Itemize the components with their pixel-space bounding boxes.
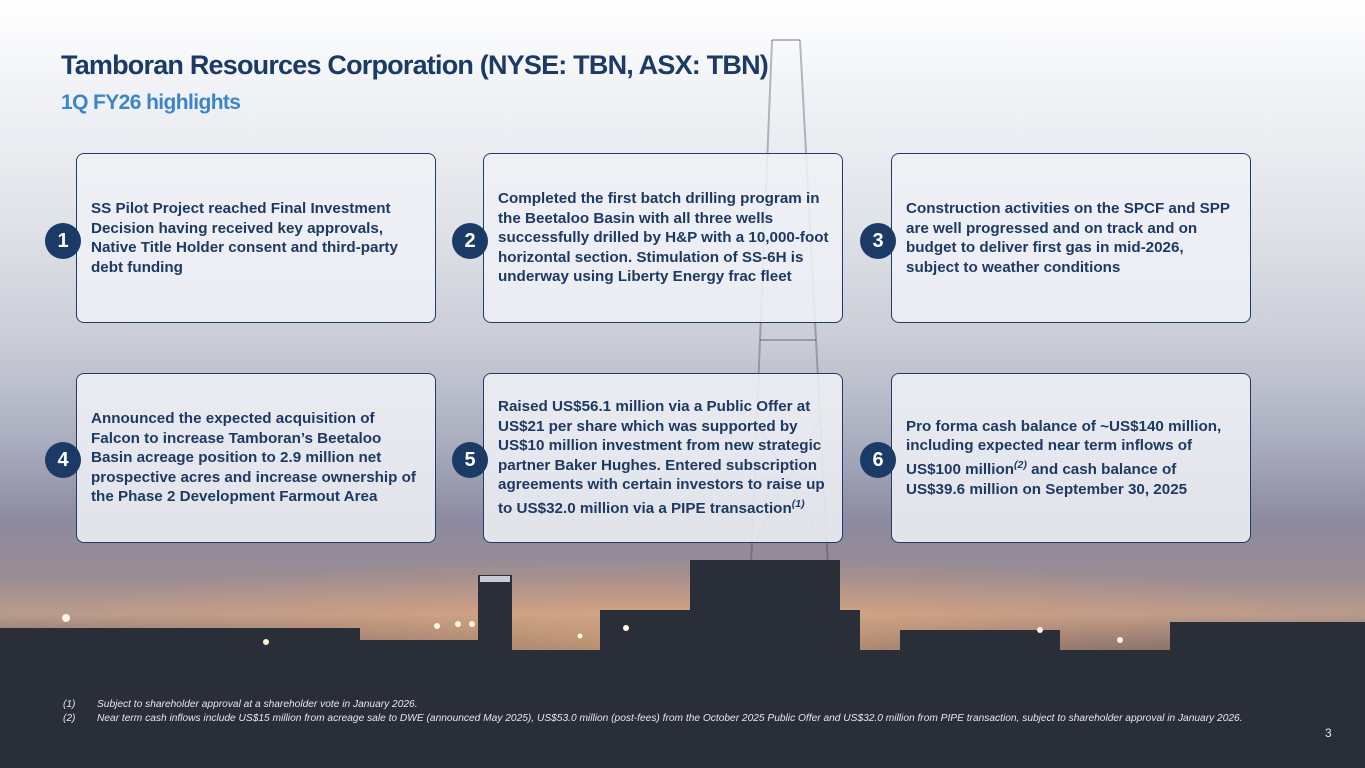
highlight-text: SS Pilot Project reached Final Investment Decision having received key approvals, Native Title Holder consent and third-party debt funding [91, 200, 398, 276]
footnote-1: (1) Subject to shareholder approval at a shareholder vote in January 2026. [63, 699, 418, 710]
highlight-card-6 [891, 373, 1251, 543]
footnote-2: (2) Near term cash inflows include US$15 million from acreage sale to DWE (announced May 2025), US$53.0 million (post-fees) from the October 2025 Public Offer and US$32.0 million from PIPE transaction, subject to shareholder approval in January 2026. [63, 712, 1243, 724]
highlight-text: Raised US$56.1 million via a Public Offer at US$21 per share which was supported by US$10 million investment from new strategic partner Baker Hughes. Entered subscription agreements with certain investors to raise up to US$32.0 million via a PIPE transaction$^{(1)}$ [498, 398, 825, 518]
highlight-text: Construction activities on the SPCF and SPP are well progressed and on track and on budget to deliver first gas in mid-2026, subject to weather conditions [906, 200, 1230, 276]
footnote-ref: (2) [1014, 458, 1027, 471]
page-subtitle: 1Q FY26 highlights [61, 91, 241, 114]
highlight-text: Announced the expected acquisition of Falcon to increase Tamboran’s Beetaloo Basin acreage position to 2.9 million net prospective acres and increase ownership of the Phase 2 Development Farmout Area [91, 410, 416, 506]
number-badge-2: 2 [452, 223, 488, 259]
page-title: Tamboran Resources Corporation (NYSE: TBN, ASX: TBN) [61, 50, 768, 80]
page-number: 3 [1325, 726, 1332, 740]
highlight-text: Pro forma cash balance of ~US$140 million, including expected near term inflows of US$100 million$^{(2)}$ and cash balance of US$39.6 million on September 30, 2025 [906, 417, 1222, 498]
highlight-text: Completed the first batch drilling program in the Beetaloo Basin with all three wells successfully drilled by H&P with a 10,000-foot horizontal section. Stimulation of SS-6H is underway using Liberty Energy frac fleet [498, 190, 829, 286]
number-badge-5: 5 [452, 442, 488, 478]
highlight-card-1 [76, 153, 436, 323]
highlight-card-4 [76, 373, 436, 543]
number-badge-1: 1 [45, 223, 81, 259]
highlight-card-5 [483, 373, 843, 543]
footnotes [63, 698, 1303, 725]
highlight-card-2 [483, 153, 843, 323]
highlight-card-3 [891, 153, 1251, 323]
number-badge-6: 6 [860, 442, 896, 478]
number-badge-4: 4 [45, 442, 81, 478]
footnote-ref: (1) [791, 497, 805, 510]
number-badge-3: 3 [860, 223, 896, 259]
